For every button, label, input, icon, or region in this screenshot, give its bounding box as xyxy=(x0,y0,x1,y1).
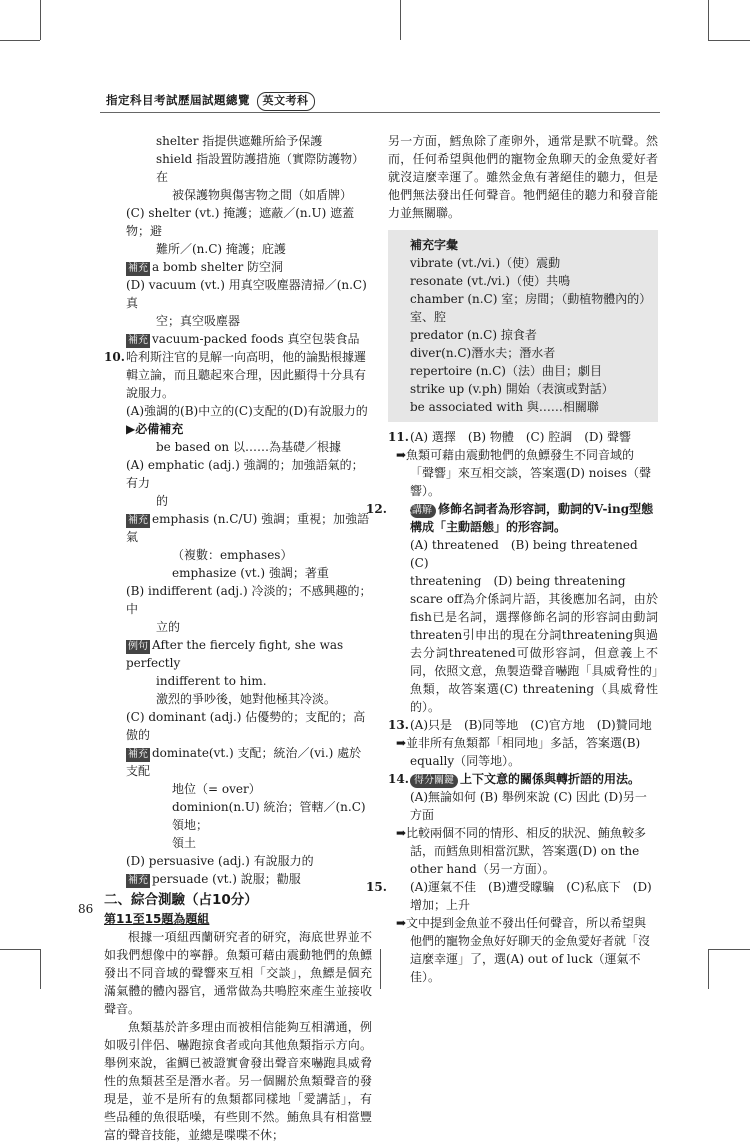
question-12: 12. 文法講解 修飾名詞者為形容詞，動詞的V-ing型態構成「主動語態」的形容詞。 xyxy=(366,502,654,534)
example-line: 例句 After the fiercely fight, she was perfectly xyxy=(126,638,344,670)
option-line: 難所／(n.C) 掩護；庇護 xyxy=(156,242,286,256)
passage-paragraph: 根據一項紐西蘭研究者的研究，海底世界並不如我們想像中的寧靜。魚類可藉由震動牠們的魚鰾發出不同音域的聲響來互相「交談」，魚鰾是個充滿氣體的體內器官，通常做為共鳴腔來產生並接收聲音。 xyxy=(104,930,372,1017)
must-supplement-heading: ▶必備補充 xyxy=(126,422,184,436)
text-line: （複數：emphases） xyxy=(172,548,293,562)
vocab-item: chamber (n.C) 室；房間；（動植物體內的）室、腔 xyxy=(410,292,646,324)
vocab-item: diver(n.C)潛水夫；潛水者 xyxy=(410,346,556,360)
supplement-line: 補充 dominate(vt.) 支配；統治／(vi.) 處於支配 xyxy=(126,746,362,778)
header-badge: 英文考科 xyxy=(257,92,315,111)
options-line: (A)無論如何 (B) 舉例來說 (C) 因此 (D)另一方面 xyxy=(410,790,647,822)
explanation: ➡魚類可藉由震動牠們的魚鰾發生不同音域的「聲響」來互相交談，答案選(D) noises（聲響）。 xyxy=(396,448,652,498)
option-line: (C) shelter (vt.) 掩護；遮蔽／(n.U) 遮蓋物；避 xyxy=(126,206,355,238)
group-title: 第11至15題為題組 xyxy=(104,912,210,927)
supplement-tag: 補充 xyxy=(128,263,148,274)
supplement-tag: 補充 xyxy=(128,515,148,526)
header-divider xyxy=(100,112,660,113)
crop-mark xyxy=(400,0,401,40)
explanation: ➡比較兩個不同的情形、相反的狀況、鮪魚較多話，而鱈魚則相當沉默，答案選(D) on the other hand（另一方面）。 xyxy=(396,826,647,876)
supplement-tag: 補充 xyxy=(128,749,148,760)
option-line: 空；真空吸塵器 xyxy=(156,314,241,328)
explanation: ➡文中提到金魚並不發出任何聲音，所以希望與他們的寵物金魚好好聊天的金魚愛好者就「沒這麼幸運」了，選(A) out of luck（運氣不佳）。 xyxy=(396,916,651,984)
example-tag: 例句 xyxy=(128,641,148,652)
option-line: (B) indifferent (adj.) 冷淡的；不感興趣的；中 xyxy=(126,584,372,616)
option-line: (A) emphatic (adj.) 強調的；加強語氣的；有力 xyxy=(126,458,364,490)
option-line: (D) persuasive (adj.) 有說服力的 xyxy=(126,854,314,868)
explanation: ➡並非所有魚類都「相同地」多話，答案選(B) equally（同等地）。 xyxy=(396,736,641,768)
header-title: 指定科目考試歷屆試題總覽 xyxy=(106,93,250,107)
text-line: shelter 指提供遮難所給予保護 xyxy=(156,134,323,148)
text-line: 被保護物與傷害物之間（如盾牌） xyxy=(172,188,353,202)
question-13: 13.(A)只是 (B)同等地 (C)官方地 (D)贊同地 xyxy=(388,718,652,732)
crop-mark xyxy=(0,949,40,950)
passage-paragraph: 另一方面，鱈魚除了產卵外，通常是默不吭聲。然而，任何希望與他們的寵物金魚聊天的金魚愛好者就沒這麼幸運了。雖然金魚有著絕佳的聽力，但是他們無法發出任何聲音。牠們絕佳的聽力和發音能力並無關聯。 xyxy=(388,134,658,220)
vocabulary-title: 補充字彙 xyxy=(410,238,459,252)
left-column xyxy=(104,132,372,1144)
question-11: 11.(A) 選擇 (B) 物體 (C) 腔調 (D) 聲響 xyxy=(388,430,631,444)
grammar-tag: 文法講解 xyxy=(410,504,436,518)
text-line: 激烈的爭吵後，她對他極其冷淡。 xyxy=(156,692,337,706)
crop-mark xyxy=(380,949,381,989)
options-line: threatening (D) being threatening xyxy=(410,574,626,588)
vocab-item: resonate (vt./vi.)（使）共鳴 xyxy=(410,274,571,288)
crop-mark xyxy=(0,40,40,41)
text-line: be based on 以……為基礎／根據 xyxy=(156,440,341,454)
option-line: 立的 xyxy=(156,620,181,634)
passage-paragraph: 魚類基於許多理由而被相信能夠互相溝通，例如吸引伴侶、嚇跑掠食者或向其他魚類指示方向。舉例來說，雀鯛已被證實會發出聲音來嚇跑具威脅性的魚類甚至是潛水者。另一個關於魚類聲音的發現是，並不是所有的魚類都同樣地「愛講話」，有些品種的魚很聒噪，有些則不然。鮪魚具有相當豐富的聲音技能，並總是喋喋不休； xyxy=(104,1020,372,1143)
crop-mark xyxy=(708,949,709,989)
supplement-line: 補充 vacuum-packed foods 真空包裝食品 xyxy=(128,332,360,346)
option-line: (D) vacuum (vt.) 用真空吸塵器清掃／(n.C) 真 xyxy=(126,278,367,310)
options-line: (A) threatened (B) being threatened (C) xyxy=(410,538,650,570)
option-line: (C) dominant (adj.) 佔優勢的；支配的；高傲的 xyxy=(126,710,366,742)
question-15: 15. (A)運氣不佳 (B)遭受矇騙 (C)私底下 (D)增加；上升 xyxy=(366,880,652,912)
page-number: 86 xyxy=(78,902,94,916)
options-line: (A)強調的(B)中立的(C)支配的(D)有說服力的 xyxy=(126,404,368,418)
text-line: dominion(n.U) 統治；管轄／(n.C) 領地； xyxy=(172,800,366,832)
vocab-item: be associated with 與……相關聯 xyxy=(410,400,599,414)
question-10: 10.哈利斯注官的見解一向高明，他的論點根據邏 xyxy=(104,350,367,364)
crop-mark xyxy=(708,0,709,40)
crop-mark xyxy=(708,40,750,41)
text-line: 領土 xyxy=(172,836,197,850)
supplement-tag: 補充 xyxy=(128,335,148,346)
crop-mark xyxy=(708,949,750,950)
key-point-tag: 得分關鍵 xyxy=(410,774,458,788)
section-title: 二、綜合測驗（占10分） xyxy=(104,892,258,908)
option-line: 的 xyxy=(156,494,169,508)
text-line: emphasize (vt.) 強調；著重 xyxy=(172,566,329,580)
supplement-tag: 補充 xyxy=(128,875,148,886)
explanation: scare off為介係詞片語，其後應加名詞，由於fish已是名詞，選擇修飾名詞的形容詞由動詞threaten引申出的現在分詞threatening與過去分詞threatened可做形容詞，但意義上不同，依照文意，魚製造聲音嚇跑「具威脅性的」魚類，故答案選(C) threatening（具威脅性的）。 xyxy=(410,592,658,714)
vocabulary-box xyxy=(388,230,658,422)
supplement-line: 補充 persuade (vt.) 說服；勸服 xyxy=(128,872,301,886)
vocab-item: strike up (v.ph) 開始（表演或對話） xyxy=(410,382,614,396)
text-line: 說服力。 xyxy=(126,386,175,400)
crop-mark xyxy=(40,949,41,989)
vocab-item: repertoire (n.C)（法）曲目；劇目 xyxy=(410,364,602,378)
vocab-item: predator (n.C) 掠食者 xyxy=(410,328,537,342)
supplement-line: 補充 emphasis (n.C/U) 強調；重視；加強語氣 xyxy=(126,512,370,544)
text-line: indifferent to him. xyxy=(156,674,267,688)
text-line: shield 指設置防護措施（實際防護物）在 xyxy=(156,152,365,184)
supplement-line: 補充 a bomb shelter 防空洞 xyxy=(128,260,284,274)
text-line: 輯立論，而且聽起來合理，因此顯得十分具有 xyxy=(126,368,367,382)
vocab-item: vibrate (vt./vi.)（使）震動 xyxy=(410,256,561,270)
page-header xyxy=(106,92,666,111)
text-line: 地位（= over） xyxy=(172,782,261,796)
right-column xyxy=(366,132,658,986)
crop-mark xyxy=(40,0,41,40)
question-14: 14. 得分關鍵 上下文意的關係與轉折語的用法。 xyxy=(388,772,641,786)
